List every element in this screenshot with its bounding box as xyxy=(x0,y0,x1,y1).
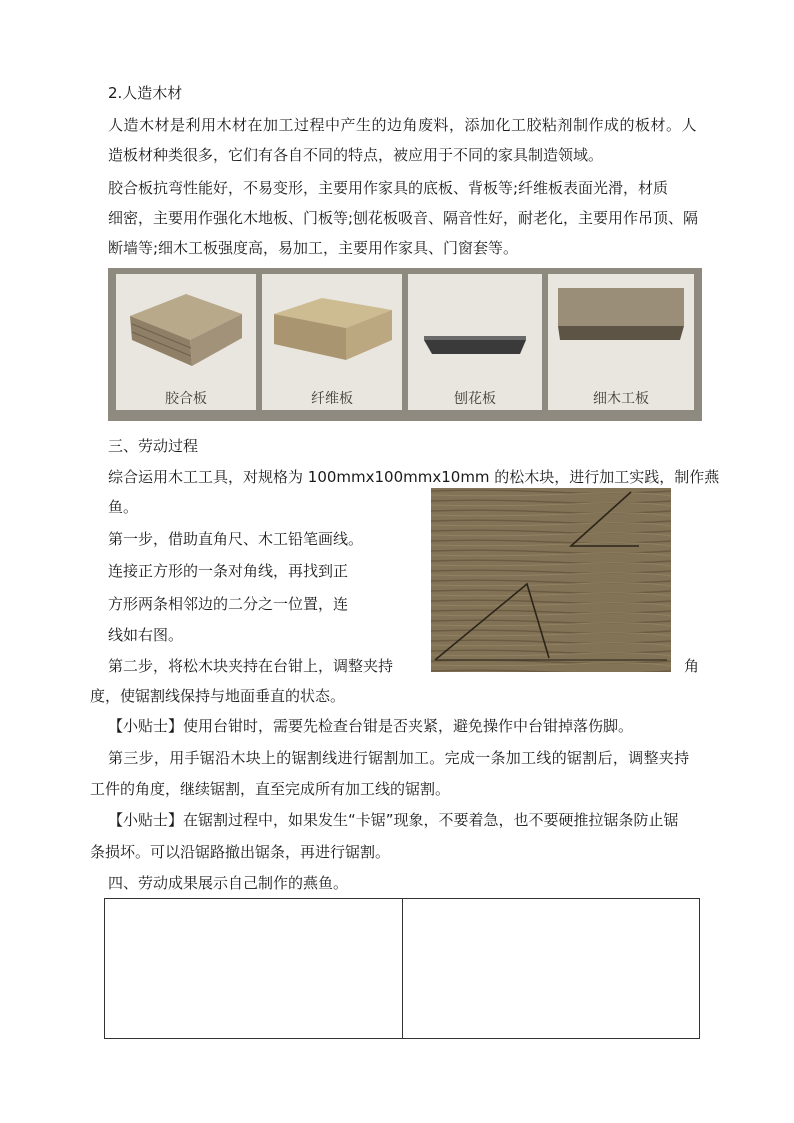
photo-caption: 刨花板 xyxy=(454,391,496,407)
fiberboard-panel xyxy=(262,274,402,410)
section-heading: 2.人造木材 xyxy=(108,84,183,102)
paragraph-line: 工件的角度，继续锯割，直至完成所有加工线的锯割。 xyxy=(90,780,451,798)
section-heading: 四、劳动成果展示自己制作的燕鱼。 xyxy=(108,874,349,892)
paragraph-line: 方形两条相邻边的二分之一位置，连 xyxy=(108,595,349,613)
photo-caption: 细木工板 xyxy=(593,391,649,407)
photo-caption: 纤维板 xyxy=(311,391,353,407)
paragraph-line: 度，使锯割线保持与地面垂直的状态。 xyxy=(90,687,346,705)
paragraph-line: 综合运用木工工具，对规格为 100mmx100mmx10mm 的松木块，进行加工实践，制作燕 xyxy=(108,468,720,486)
tip-line: 【小贴士】在锯割过程中，如果发生“卡锯”现象，不要着急，也不要硬推拉锯条防止锯 xyxy=(108,811,679,829)
board-types-photo xyxy=(108,268,702,421)
result-table xyxy=(104,898,700,1039)
result-cell-right[interactable] xyxy=(402,899,700,1039)
particleboard-image xyxy=(408,274,542,384)
result-cell-left[interactable] xyxy=(105,899,403,1039)
tip-line: 条损坏。可以沿锯路撤出锯条，再进行锯割。 xyxy=(90,843,391,861)
photo-caption: 胶合板 xyxy=(165,391,207,407)
section-heading: 三、劳动过程 xyxy=(108,437,199,455)
fiberboard-image xyxy=(262,274,402,384)
paragraph-line: 鱼。 xyxy=(108,498,139,516)
paragraph-line: 细密，主要用作强化木地板、门板等;刨花板吸音、隔音性好，耐老化，主要用作吊顶、隔 xyxy=(108,209,699,227)
paragraph-line: 人造木材是利用木材在加工过程中产生的边角废料，添加化工胶粘剂制作成的板材。人 xyxy=(108,116,698,134)
particleboard-panel xyxy=(408,274,542,410)
tip-line: 【小贴士】使用台钳时，需要先检查台钳是否夹紧，避免操作中台钳掉落伤脚。 xyxy=(108,717,634,735)
paragraph-line: 第三步，用手锯沿木块上的锯割线进行锯割加工。完成一条加工线的锯割后，调整夹持 xyxy=(108,749,690,767)
pine-block-image xyxy=(431,488,671,672)
paragraph-line: 断墙等;细木工板强度高，易加工，主要用作家具、门窗套等。 xyxy=(108,239,519,257)
paragraph-line: 线如右图。 xyxy=(108,626,184,644)
plywood-panel xyxy=(116,274,256,410)
blockboard-panel xyxy=(548,274,694,410)
pine-block-photo xyxy=(431,488,671,672)
paragraph-line: 第二步，将松木块夹持在台钳上，调整夹持 xyxy=(108,657,394,675)
paragraph-line: 第一步，借助直角尺、木工铅笔画线。 xyxy=(108,530,364,548)
blockboard-image xyxy=(548,274,694,384)
paragraph-line: 连接正方形的一条对角线，再找到正 xyxy=(108,562,349,580)
plywood-image xyxy=(116,274,256,384)
paragraph-line: 胶合板抗弯性能好，不易变形，主要用作家具的底板、背板等;纤维板表面光滑，材质 xyxy=(108,179,669,197)
paragraph-line: 造板材种类很多，它们有各自不同的特点，被应用于不同的家具制造领域。 xyxy=(108,146,604,164)
paragraph-line: 角 xyxy=(684,657,700,675)
